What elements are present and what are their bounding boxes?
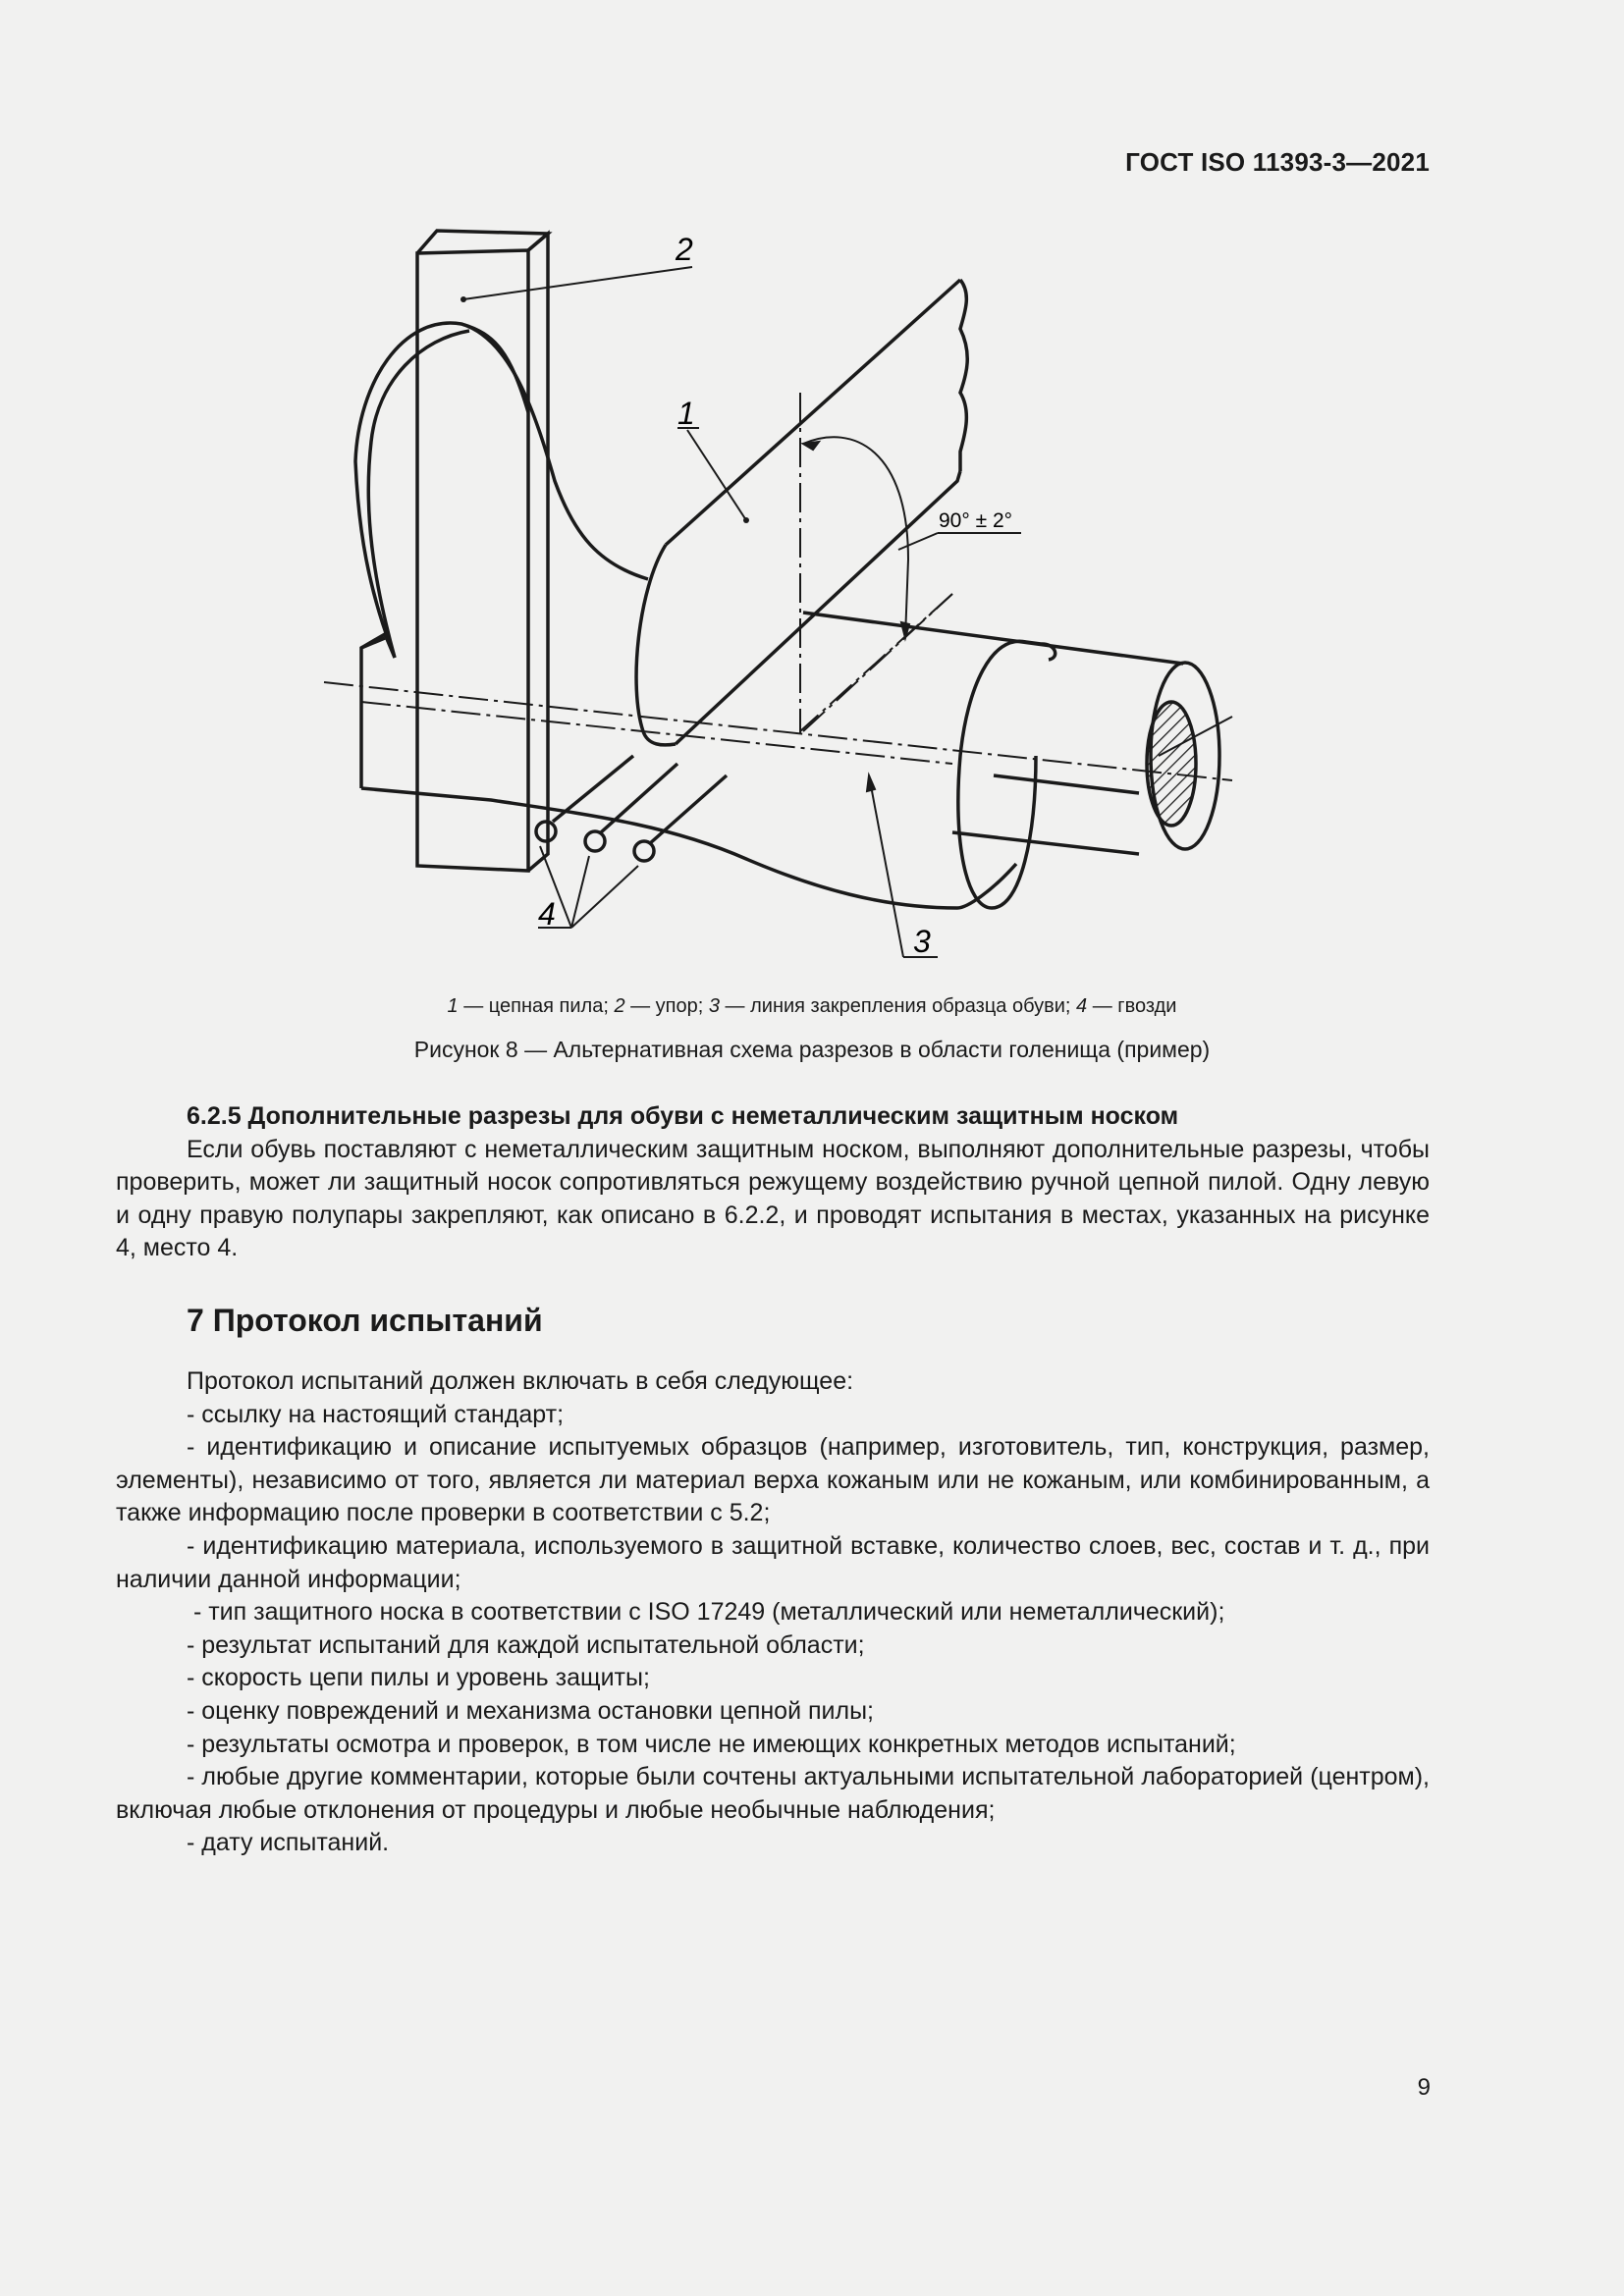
list-item: - идентификацию материала, используемого в защитной вставке, количество слоев, вес, состав и т. д., при наличии данной информации; [116,1531,1430,1593]
section-title: 7 Протокол испытаний [187,1303,543,1338]
stop-block [417,231,548,871]
figure-caption: Рисунок 8 — Альтернативная схема разрезов в области голенища (пример) [413,1037,1211,1062]
list-item: - тип защитного носка в соответствии с ISO 17249 (металлический или неметаллический); [187,1598,1225,1627]
page-number: 9 [1417,2074,1431,2101]
subsection-title: 6.2.5 Дополнительные разрезы для обуви с неметаллическим защитным носком [187,1102,1179,1130]
angle-label: 90° ± 2° [939,509,1013,532]
fixing-line [324,393,1232,780]
legend-num-2: 2 [614,995,625,1017]
label-3: 3 [913,924,931,959]
legend-text-2: — упор; [624,995,709,1017]
legend-num-4: 4 [1076,995,1088,1017]
angle-dimension [803,437,1021,638]
label-1: 1 [677,396,695,431]
list-item: - оценку повреждений и механизма остановки цепной пилы; [187,1696,874,1725]
section-7-body [116,1365,1430,1860]
list-item: - результаты осмотра и проверок, в том числе не имеющих конкретных методов испытаний; [187,1730,1236,1758]
shaft-cylinder [803,613,1219,908]
legend-num-1: 1 [447,995,459,1017]
figure-legend [0,995,1624,1018]
leader-lines [463,267,938,957]
list-item: - ссылку на настоящий стандарт; [187,1400,565,1428]
cutting-scheme-figure [314,221,1257,967]
section-6-2-5 [116,1100,1430,1265]
chain-saw [636,280,967,745]
list-item: - скорость цепи пилы и уровень защиты; [187,1664,650,1692]
list-item: - любые другие комментарии, которые были сочтены актуальными испытательной лабораторией (центром), включая любые отклонения от процедуры и любые необычные наблюдения; [116,1763,1430,1824]
legend-text-4: — гвозди [1087,995,1177,1017]
legend-num-3: 3 [708,995,720,1017]
list-item: - результат испытаний для каждой испытательной области; [187,1630,865,1659]
subsection-body: Если обувь поставляют с неметаллическим защитным носком, выполняют дополнительные разрезы, чтобы проверить, может ли защитный носок сопротивляться режущему воздействию ручной цепной пилой. Одну левую и одну правую полупары закрепляют, как описано в 6.2.2, и проводят испытания в местах, указанных на рисунке 4, место 4. [116,1135,1430,1262]
list-item: Протокол испытаний должен включать в себя следующее: [187,1367,854,1395]
label-2: 2 [676,232,693,267]
list-item: - дату испытаний. [187,1829,390,1857]
document-header: ГОСТ ISO 11393-3—2021 [1125,147,1430,177]
legend-text-3: — линия закрепления образца обуви; [720,995,1077,1017]
boot-outline [355,323,957,908]
nails [536,756,727,861]
legend-text-1: — цепная пила; [458,995,615,1017]
label-4: 4 [538,896,556,932]
list-item: - идентификацию и описание испытуемых образцов (например, изготовитель, тип, конструкция, размер, элементы), независимо от того, является ли материал верха кожаным или не кожаным, или комбинированным, а также информацию после проверки в соответствии с 5.2; [116,1433,1430,1527]
